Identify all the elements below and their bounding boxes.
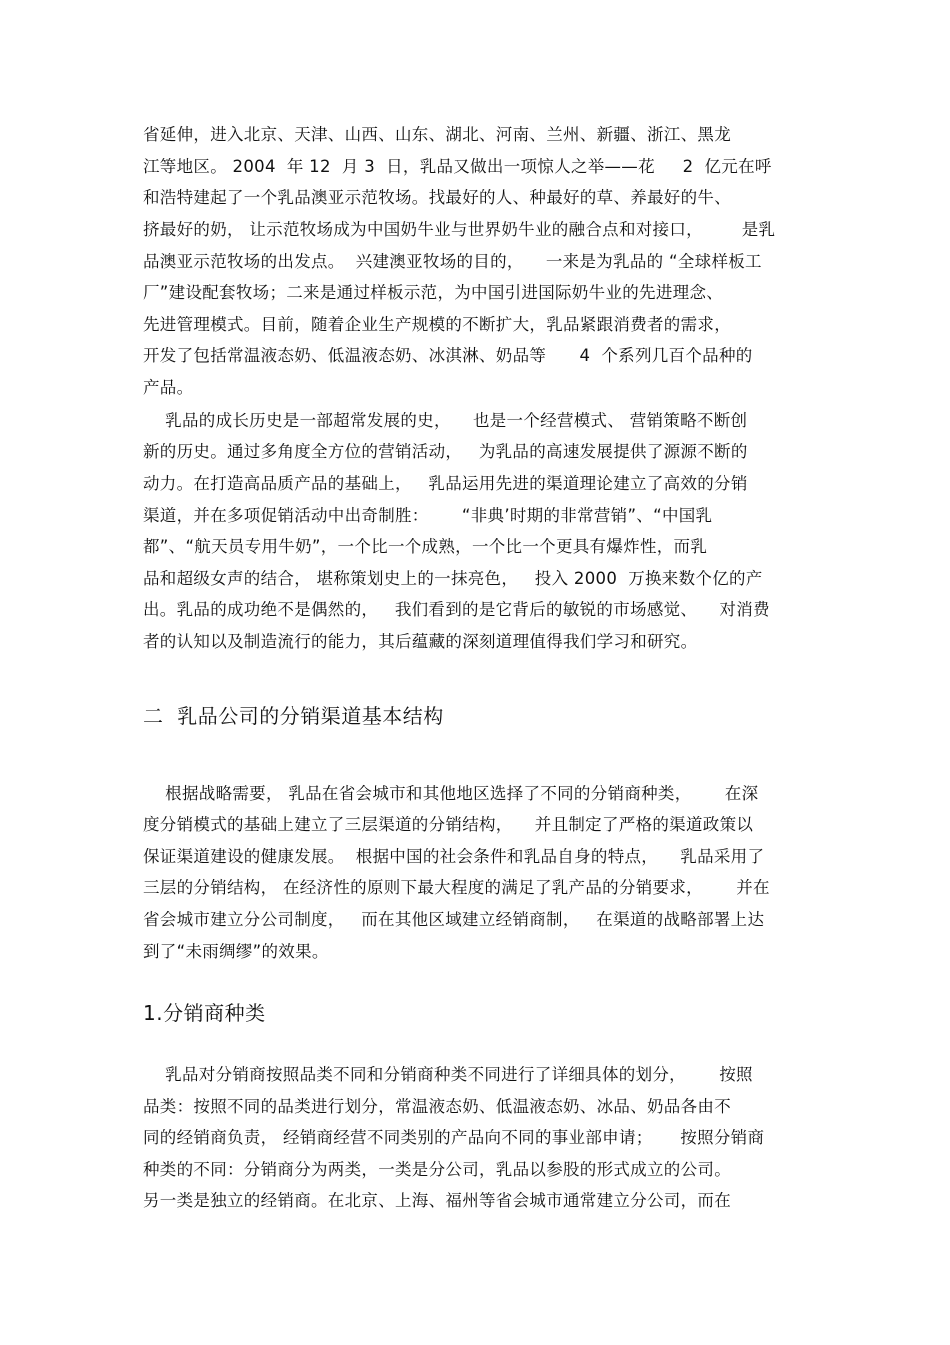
subsection-heading: 1.分销商种类: [143, 1001, 266, 1025]
paragraph-line: 挤最好的奶， 让示范牧场成为中国奶牛业与世界奶牛业的融合点和对接口， 是乳: [143, 220, 776, 239]
paragraph-line: 省会城市建立分公司制度， 而在其他区域建立经销商制， 在渠道的战略部署上达: [143, 910, 765, 929]
paragraph-line: 渠道，并在多项促销活动中出奇制胜： “非典’时期的非常营销”、“中国乳: [143, 506, 713, 525]
paragraph-line: 三层的分销结构， 在经济性的原则下最大程度的满足了乳产品的分销要求， 并在: [143, 878, 770, 897]
section-heading: 二 乳品公司的分销渠道基本结构: [143, 704, 444, 728]
paragraph-line: 品澳亚示范牧场的出发点。 兴建澳亚牧场的目的， 一来是为乳品的 “全球样板工: [143, 252, 762, 271]
paragraph-line: 开发了包括常温液态奶、低温液态奶、冰淇淋、奶品等 4 个系列几百个品种的: [143, 346, 753, 365]
paragraph-line: 品和超级女声的结合， 堪称策划史上的一抹亮色， 投入 2000 万换来数个亿的产: [143, 569, 763, 588]
paragraph-line: 厂”建设配套牧场；二来是通过样板示范，为中国引进国际奶牛业的先进理念、: [143, 283, 724, 302]
paragraph-line: 者的认知以及制造流行的能力，其后蕴藏的深刻道理值得我们学习和研究。: [143, 632, 698, 651]
paragraph-line: 根据战略需要， 乳品在省会城市和其他地区选择了不同的分销商种类， 在深: [143, 784, 759, 803]
paragraph-line: 和浩特建起了一个乳品澳亚示范牧场。找最好的人、种最好的草、养最好的牛、: [143, 188, 731, 207]
paragraph-line: 出。乳品的成功绝不是偶然的， 我们看到的是它背后的敏锐的市场感觉、 对消费: [143, 600, 770, 619]
paragraph-line: 乳品对分销商按照品类不同和分销商种类不同进行了详细具体的划分， 按照: [143, 1065, 753, 1084]
paragraph-line: 到了“未雨绸缪”的效果。: [143, 942, 329, 961]
paragraph-line: 新的历史。通过多角度全方位的营销活动， 为乳品的高速发展提供了源源不断的: [143, 442, 748, 461]
paragraph-line: 种类的不同：分销商分为两类，一类是分公司，乳品以参股的形式成立的公司。: [143, 1160, 731, 1179]
paragraph-line: 江等地区。 2004 年 12 月 3 日，乳品又做出一项惊人之举——花 2 亿元在呼: [143, 157, 772, 176]
paragraph-line: 都”、“航天员专用牛奶”，一个比一个成熟，一个比一个更具有爆炸性，而乳: [143, 537, 708, 556]
paragraph-line: 度分销模式的基础上建立了三层渠道的分销结构， 并且制定了严格的渠道政策以: [143, 815, 754, 834]
paragraph-line: 保证渠道建设的健康发展。 根据中国的社会条件和乳品自身的特点， 乳品采用了: [143, 847, 765, 866]
paragraph-line: 乳品的成长历史是一部超常发展的史， 也是一个经营模式、 营销策略不断创: [143, 411, 748, 430]
paragraph-line: 另一类是独立的经销商。在北京、上海、福州等省会城市通常建立分公司，而在: [143, 1191, 731, 1210]
paragraph-line: 品类：按照不同的品类进行划分，常温液态奶、低温液态奶、冰品、奶品各由不: [143, 1097, 731, 1116]
paragraph-line: 产品。: [143, 378, 194, 397]
paragraph-line: 同的经销商负责， 经销商经营不同类别的产品向不同的事业部申请； 按照分销商: [143, 1128, 765, 1147]
paragraph-line: 省延伸，进入北京、天津、山西、山东、湖北、河南、兰州、新疆、浙江、黑龙: [143, 125, 731, 144]
paragraph-line: 动力。在打造高品质产品的基础上， 乳品运用先进的渠道理论建立了高效的分销: [143, 474, 748, 493]
paragraph-line: 先进管理模式。目前，随着企业生产规模的不断扩大，乳品紧跟消费者的需求，: [143, 315, 731, 334]
